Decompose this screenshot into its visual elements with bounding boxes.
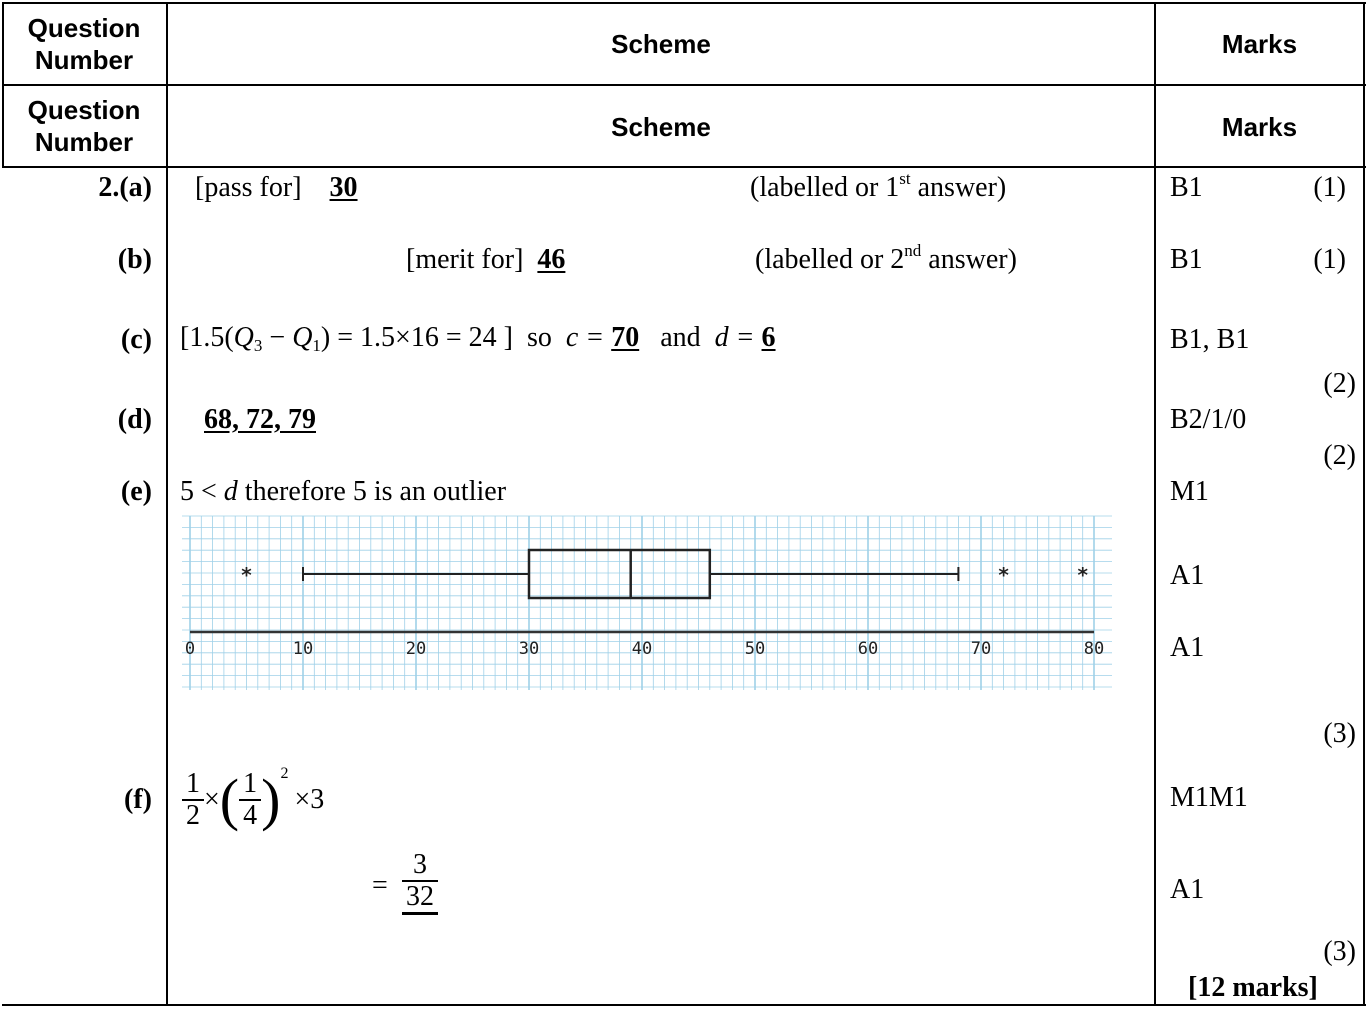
part-e-mark-3: A1 <box>1170 632 1205 663</box>
header-scheme-repeat: Scheme <box>611 112 711 142</box>
border-header2-bottom <box>2 166 1366 168</box>
axis-tick-label: 50 <box>744 639 766 659</box>
part-f-mark-1: M1M1 <box>1170 782 1248 813</box>
border-bottom <box>2 1004 1366 1006</box>
axis-tick-label: 40 <box>631 639 653 659</box>
part-a-value: 30 <box>329 172 358 203</box>
part-e-mark-1: M1 <box>1170 476 1209 507</box>
part-b-value: 46 <box>537 244 566 275</box>
box-plot <box>182 512 1112 694</box>
part-f-equals: = <box>372 870 388 901</box>
part-f-label: (f) <box>124 784 152 815</box>
part-c-c-value: 70 <box>611 322 640 353</box>
part-d-mark: B2/1/0 <box>1170 404 1247 435</box>
border-right <box>1363 2 1365 1006</box>
header-question-number-repeat: Question Number <box>27 95 141 157</box>
part-c-total: (2) <box>1323 368 1356 399</box>
part-a-mark: B1 <box>1170 172 1203 203</box>
part-f-expression: $\frac{1}{2}$ × ( $\frac{1}{4}$ ) 2 ×3 <box>182 760 324 840</box>
part-b-mark: B1 <box>1170 244 1203 275</box>
part-f-mark-2: A1 <box>1170 874 1205 905</box>
quarter-fraction: $\frac{1}{4}$ <box>239 769 261 831</box>
outlier-mark: * <box>998 563 1009 587</box>
part-c-d-value: 6 <box>761 322 776 353</box>
part-b-label: (b) <box>117 244 152 275</box>
axis-tick-label: 70 <box>970 639 992 659</box>
part-b-note: (labelled or 2nd answer) <box>755 241 1017 275</box>
border-top <box>2 2 1366 4</box>
header-marks-repeat: Marks <box>1221 112 1298 142</box>
outlier-mark: * <box>241 563 252 587</box>
part-c-answer: [$1.5(Q_3 - Q_1) = 1.5\times 16 = 24$ ] so c = 70 and d = 6 <box>180 322 776 355</box>
axis-tick-label: 60 <box>857 639 879 659</box>
divider-col1 <box>166 2 168 1006</box>
part-d-total: (2) <box>1323 440 1356 471</box>
part-d-value: 68, 72, 79 <box>204 404 316 435</box>
header-scheme: Scheme <box>611 29 711 59</box>
part-a-total: (1) <box>1313 172 1346 203</box>
header-question-number: Question Number <box>27 13 141 75</box>
border-header1-bottom <box>2 84 1366 86</box>
part-b-answer <box>406 244 565 276</box>
axis-tick-label: 20 <box>405 639 427 659</box>
part-e-answer: 5 < d therefore 5 is an outlier <box>180 476 507 507</box>
part-a-pre: [pass for] <box>195 172 302 203</box>
divider-col2 <box>1154 2 1156 1006</box>
part-e-total: (3) <box>1323 718 1356 749</box>
part-b-total: (1) <box>1313 244 1346 275</box>
axis-tick-label: 30 <box>518 639 540 659</box>
outlier-mark: * <box>1077 563 1088 587</box>
axis-tick-label: 80 <box>1083 639 1105 659</box>
header-marks: Marks <box>1221 29 1298 59</box>
axis-tick-label: 10 <box>292 639 314 659</box>
part-c-mark: B1, B1 <box>1170 324 1250 355</box>
part-d-label: (d) <box>117 404 152 435</box>
part-a-label: 2.(a) <box>98 172 152 203</box>
axis-tick-label: 0 <box>184 639 196 659</box>
part-a-note: (labelled or 1st answer) <box>750 169 1007 203</box>
half-fraction: $\frac{1}{2}$ <box>182 769 204 831</box>
part-f-result <box>402 850 438 915</box>
part-b-pre: [merit for] <box>406 244 524 275</box>
question-total-marks: [12 marks] <box>1188 972 1318 1003</box>
part-e-label: (e) <box>120 476 152 507</box>
part-e-mark-2: A1 <box>1170 560 1205 591</box>
part-a-answer <box>195 172 358 204</box>
part-f-total: (3) <box>1323 936 1356 967</box>
part-c-label: (c) <box>120 324 152 355</box>
result-fraction: $\frac{3}{32}$ <box>402 850 438 915</box>
